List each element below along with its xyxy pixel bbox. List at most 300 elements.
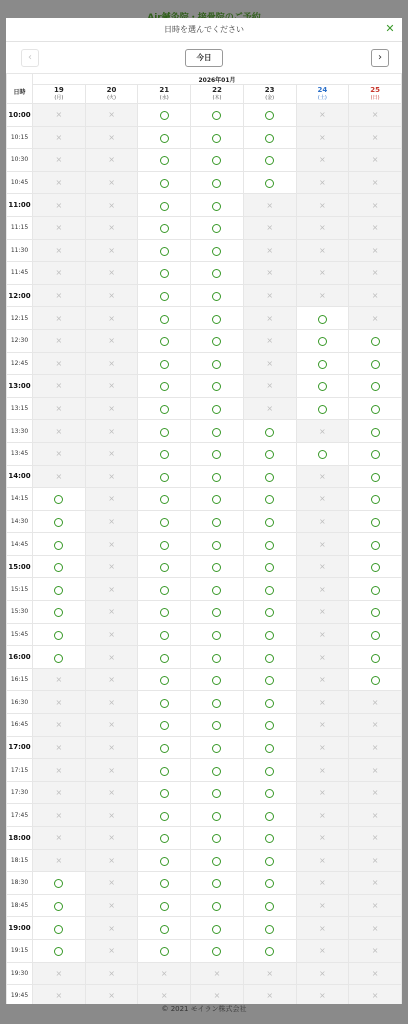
unavailable-slot: × bbox=[85, 827, 138, 850]
available-slot[interactable] bbox=[138, 375, 191, 398]
time-slot-row bbox=[7, 262, 402, 285]
available-circle-icon bbox=[371, 473, 380, 482]
available-slot[interactable] bbox=[349, 555, 402, 578]
unavailable-slot: × bbox=[85, 104, 138, 127]
unavailable-slot: × bbox=[296, 194, 349, 217]
available-slot[interactable] bbox=[243, 827, 296, 850]
available-slot[interactable] bbox=[243, 578, 296, 601]
available-slot[interactable] bbox=[191, 194, 244, 217]
unavailable-slot: × bbox=[191, 985, 244, 1004]
available-slot[interactable] bbox=[191, 736, 244, 759]
available-slot[interactable] bbox=[191, 352, 244, 375]
available-slot[interactable] bbox=[138, 284, 191, 307]
time-label: 15:15 bbox=[7, 578, 33, 601]
available-slot[interactable] bbox=[138, 239, 191, 262]
available-slot[interactable] bbox=[138, 668, 191, 691]
available-slot[interactable] bbox=[138, 804, 191, 827]
available-slot[interactable] bbox=[138, 623, 191, 646]
available-circle-icon bbox=[54, 925, 63, 934]
available-slot[interactable] bbox=[349, 420, 402, 443]
available-slot[interactable] bbox=[191, 623, 244, 646]
available-slot[interactable] bbox=[349, 375, 402, 398]
day-of-week: (水) bbox=[159, 95, 169, 101]
time-label: 13:45 bbox=[7, 442, 33, 465]
page-footer: © 2021 モイラン株式会社 bbox=[161, 1005, 247, 1013]
available-slot[interactable] bbox=[296, 397, 349, 420]
available-slot[interactable] bbox=[138, 939, 191, 962]
time-slot-row bbox=[7, 985, 402, 1004]
unavailable-slot: × bbox=[85, 804, 138, 827]
available-circle-icon bbox=[212, 834, 221, 843]
available-slot[interactable] bbox=[191, 262, 244, 285]
time-slot-row bbox=[7, 623, 402, 646]
available-circle-icon bbox=[265, 541, 274, 550]
available-slot[interactable] bbox=[349, 646, 402, 669]
unavailable-slot: × bbox=[296, 262, 349, 285]
available-slot[interactable] bbox=[138, 917, 191, 940]
available-slot[interactable] bbox=[243, 872, 296, 895]
available-slot[interactable] bbox=[138, 894, 191, 917]
chevron-right-icon[interactable]: › bbox=[371, 49, 389, 67]
available-circle-icon bbox=[265, 495, 274, 504]
available-slot[interactable] bbox=[33, 917, 86, 940]
available-circle-icon bbox=[265, 744, 274, 753]
available-slot[interactable] bbox=[191, 601, 244, 624]
available-slot[interactable] bbox=[296, 307, 349, 330]
available-slot[interactable] bbox=[191, 714, 244, 737]
available-slot[interactable] bbox=[138, 149, 191, 172]
day-header bbox=[243, 85, 296, 104]
time-slot-row bbox=[7, 714, 402, 737]
unavailable-slot: × bbox=[349, 149, 402, 172]
available-circle-icon bbox=[160, 879, 169, 888]
available-slot[interactable] bbox=[349, 601, 402, 624]
available-slot[interactable] bbox=[138, 104, 191, 127]
available-circle-icon bbox=[265, 902, 274, 911]
unavailable-slot: × bbox=[349, 781, 402, 804]
unavailable-slot: × bbox=[296, 171, 349, 194]
day-date: 24 bbox=[317, 86, 328, 94]
time-label: 11:45 bbox=[7, 262, 33, 285]
unavailable-slot: × bbox=[243, 216, 296, 239]
available-circle-icon bbox=[212, 450, 221, 459]
unavailable-slot: × bbox=[33, 149, 86, 172]
available-circle-icon bbox=[212, 812, 221, 821]
available-slot[interactable] bbox=[243, 533, 296, 556]
unavailable-slot: × bbox=[85, 307, 138, 330]
unavailable-slot: × bbox=[243, 194, 296, 217]
available-slot[interactable] bbox=[191, 216, 244, 239]
time-label: 15:30 bbox=[7, 601, 33, 624]
unavailable-slot: × bbox=[296, 510, 349, 533]
available-circle-icon bbox=[212, 179, 221, 188]
unavailable-slot: × bbox=[349, 194, 402, 217]
available-slot[interactable] bbox=[33, 894, 86, 917]
available-slot[interactable] bbox=[191, 171, 244, 194]
available-slot[interactable] bbox=[138, 555, 191, 578]
available-circle-icon bbox=[371, 405, 380, 414]
available-circle-icon bbox=[160, 202, 169, 211]
day-header bbox=[138, 85, 191, 104]
unavailable-slot: × bbox=[85, 872, 138, 895]
unavailable-slot: × bbox=[85, 939, 138, 962]
unavailable-slot: × bbox=[296, 601, 349, 624]
available-slot[interactable] bbox=[191, 465, 244, 488]
unavailable-slot: × bbox=[85, 736, 138, 759]
day-date: 25 bbox=[370, 86, 380, 94]
unavailable-slot: × bbox=[85, 668, 138, 691]
available-slot[interactable] bbox=[33, 488, 86, 511]
unavailable-slot: × bbox=[85, 352, 138, 375]
available-slot[interactable] bbox=[138, 488, 191, 511]
available-slot[interactable] bbox=[138, 194, 191, 217]
available-slot[interactable] bbox=[243, 623, 296, 646]
available-slot[interactable] bbox=[191, 827, 244, 850]
available-slot[interactable] bbox=[138, 397, 191, 420]
unavailable-slot: × bbox=[85, 262, 138, 285]
available-slot[interactable] bbox=[191, 104, 244, 127]
unavailable-slot: × bbox=[85, 149, 138, 172]
available-slot[interactable] bbox=[191, 894, 244, 917]
available-circle-icon bbox=[160, 699, 169, 708]
available-slot[interactable] bbox=[243, 510, 296, 533]
available-circle-icon bbox=[212, 360, 221, 369]
available-slot[interactable] bbox=[138, 781, 191, 804]
unavailable-slot: × bbox=[85, 894, 138, 917]
available-slot[interactable] bbox=[138, 442, 191, 465]
available-circle-icon bbox=[54, 902, 63, 911]
available-slot[interactable] bbox=[138, 352, 191, 375]
unavailable-slot: × bbox=[296, 714, 349, 737]
available-slot[interactable] bbox=[243, 691, 296, 714]
available-slot[interactable] bbox=[138, 171, 191, 194]
available-slot[interactable] bbox=[349, 352, 402, 375]
available-slot[interactable] bbox=[349, 533, 402, 556]
available-slot[interactable] bbox=[191, 284, 244, 307]
available-slot[interactable] bbox=[349, 623, 402, 646]
available-circle-icon bbox=[318, 315, 327, 324]
unavailable-slot: × bbox=[349, 104, 402, 127]
available-slot[interactable] bbox=[138, 872, 191, 895]
available-slot[interactable] bbox=[138, 216, 191, 239]
close-icon[interactable]: ✕ bbox=[385, 22, 395, 35]
available-circle-icon bbox=[212, 473, 221, 482]
available-slot[interactable] bbox=[191, 239, 244, 262]
unavailable-slot: × bbox=[349, 736, 402, 759]
unavailable-slot: × bbox=[85, 510, 138, 533]
available-slot[interactable] bbox=[243, 601, 296, 624]
available-slot[interactable] bbox=[243, 465, 296, 488]
available-slot[interactable] bbox=[349, 329, 402, 352]
available-circle-icon bbox=[371, 337, 380, 346]
available-circle-icon bbox=[265, 450, 274, 459]
available-slot[interactable] bbox=[349, 578, 402, 601]
available-circle-icon bbox=[265, 134, 274, 143]
chevron-left-icon[interactable]: ‹ bbox=[21, 49, 39, 67]
available-slot[interactable] bbox=[138, 714, 191, 737]
available-slot[interactable] bbox=[138, 329, 191, 352]
available-slot[interactable] bbox=[191, 397, 244, 420]
available-circle-icon bbox=[54, 586, 63, 595]
available-slot[interactable] bbox=[138, 510, 191, 533]
unavailable-slot: × bbox=[296, 623, 349, 646]
available-circle-icon bbox=[160, 111, 169, 120]
available-slot[interactable] bbox=[33, 872, 86, 895]
available-slot[interactable] bbox=[138, 691, 191, 714]
available-slot[interactable] bbox=[243, 849, 296, 872]
available-slot[interactable] bbox=[243, 668, 296, 691]
available-slot[interactable] bbox=[33, 555, 86, 578]
available-circle-icon bbox=[265, 676, 274, 685]
available-circle-icon bbox=[265, 699, 274, 708]
available-slot[interactable] bbox=[296, 352, 349, 375]
time-slot-row bbox=[7, 375, 402, 398]
unavailable-slot: × bbox=[33, 465, 86, 488]
unavailable-slot: × bbox=[33, 691, 86, 714]
unavailable-slot: × bbox=[296, 917, 349, 940]
available-circle-icon bbox=[318, 450, 327, 459]
available-slot[interactable] bbox=[296, 442, 349, 465]
available-slot[interactable] bbox=[191, 917, 244, 940]
available-slot[interactable] bbox=[349, 668, 402, 691]
unavailable-slot: × bbox=[349, 171, 402, 194]
available-slot[interactable] bbox=[138, 307, 191, 330]
available-slot[interactable] bbox=[243, 171, 296, 194]
unavailable-slot: × bbox=[243, 962, 296, 985]
available-slot[interactable] bbox=[138, 578, 191, 601]
time-slot-row bbox=[7, 691, 402, 714]
available-circle-icon bbox=[371, 495, 380, 504]
available-slot[interactable] bbox=[243, 646, 296, 669]
time-slot-row bbox=[7, 555, 402, 578]
unavailable-slot: × bbox=[85, 601, 138, 624]
available-circle-icon bbox=[160, 134, 169, 143]
time-label: 10:00 bbox=[7, 104, 33, 127]
available-slot[interactable] bbox=[191, 578, 244, 601]
available-circle-icon bbox=[212, 156, 221, 165]
day-header bbox=[85, 85, 138, 104]
today-button[interactable]: 今日 bbox=[185, 49, 223, 67]
available-slot[interactable] bbox=[243, 555, 296, 578]
available-circle-icon bbox=[212, 699, 221, 708]
available-circle-icon bbox=[371, 428, 380, 437]
available-slot[interactable] bbox=[33, 510, 86, 533]
available-circle-icon bbox=[160, 224, 169, 233]
available-slot[interactable] bbox=[191, 510, 244, 533]
available-circle-icon bbox=[212, 744, 221, 753]
available-slot[interactable] bbox=[243, 714, 296, 737]
unavailable-slot: × bbox=[296, 736, 349, 759]
available-slot[interactable] bbox=[138, 646, 191, 669]
time-label: 12:00 bbox=[7, 284, 33, 307]
available-slot[interactable] bbox=[243, 781, 296, 804]
available-slot[interactable] bbox=[191, 126, 244, 149]
available-circle-icon bbox=[212, 405, 221, 414]
available-slot[interactable] bbox=[243, 917, 296, 940]
available-slot[interactable] bbox=[243, 894, 296, 917]
available-circle-icon bbox=[265, 857, 274, 866]
available-slot[interactable] bbox=[243, 420, 296, 443]
time-slot-row bbox=[7, 149, 402, 172]
available-slot[interactable] bbox=[191, 307, 244, 330]
time-label: 12:45 bbox=[7, 352, 33, 375]
unavailable-slot: × bbox=[296, 827, 349, 850]
available-circle-icon bbox=[265, 789, 274, 798]
available-slot[interactable] bbox=[138, 420, 191, 443]
available-slot[interactable] bbox=[138, 759, 191, 782]
available-slot[interactable] bbox=[191, 804, 244, 827]
time-slot-row bbox=[7, 194, 402, 217]
available-slot[interactable] bbox=[138, 601, 191, 624]
available-slot[interactable] bbox=[191, 533, 244, 556]
available-slot[interactable] bbox=[243, 126, 296, 149]
available-slot[interactable] bbox=[191, 759, 244, 782]
available-circle-icon bbox=[212, 631, 221, 640]
available-circle-icon bbox=[371, 360, 380, 369]
available-slot[interactable] bbox=[243, 804, 296, 827]
available-slot[interactable] bbox=[33, 601, 86, 624]
available-slot[interactable] bbox=[243, 939, 296, 962]
available-circle-icon bbox=[265, 631, 274, 640]
available-circle-icon bbox=[212, 563, 221, 572]
unavailable-slot: × bbox=[85, 420, 138, 443]
unavailable-slot: × bbox=[33, 239, 86, 262]
available-circle-icon bbox=[54, 563, 63, 572]
available-circle-icon bbox=[265, 586, 274, 595]
time-label: 12:15 bbox=[7, 307, 33, 330]
time-slot-row bbox=[7, 420, 402, 443]
time-label: 12:30 bbox=[7, 329, 33, 352]
unavailable-slot: × bbox=[349, 917, 402, 940]
available-slot[interactable] bbox=[349, 465, 402, 488]
available-slot[interactable] bbox=[349, 397, 402, 420]
available-circle-icon bbox=[160, 179, 169, 188]
available-slot[interactable] bbox=[349, 510, 402, 533]
unavailable-slot: × bbox=[296, 465, 349, 488]
available-slot[interactable] bbox=[191, 849, 244, 872]
unavailable-slot: × bbox=[349, 804, 402, 827]
unavailable-slot: × bbox=[296, 578, 349, 601]
available-slot[interactable] bbox=[138, 533, 191, 556]
available-slot[interactable] bbox=[191, 420, 244, 443]
time-slot-row bbox=[7, 917, 402, 940]
available-slot[interactable] bbox=[296, 375, 349, 398]
available-slot[interactable] bbox=[33, 533, 86, 556]
available-slot[interactable] bbox=[33, 646, 86, 669]
day-date: 22 bbox=[212, 86, 222, 94]
available-circle-icon bbox=[160, 156, 169, 165]
available-slot[interactable] bbox=[191, 646, 244, 669]
available-slot[interactable] bbox=[191, 872, 244, 895]
available-slot[interactable] bbox=[138, 262, 191, 285]
available-slot[interactable] bbox=[191, 375, 244, 398]
day-header bbox=[191, 85, 244, 104]
available-circle-icon bbox=[160, 654, 169, 663]
available-circle-icon bbox=[212, 495, 221, 504]
available-slot[interactable] bbox=[243, 488, 296, 511]
available-slot[interactable] bbox=[33, 578, 86, 601]
day-of-week: (月) bbox=[54, 95, 64, 101]
available-slot[interactable] bbox=[138, 736, 191, 759]
available-circle-icon bbox=[54, 608, 63, 617]
available-slot[interactable] bbox=[296, 329, 349, 352]
unavailable-slot: × bbox=[33, 827, 86, 850]
unavailable-slot: × bbox=[33, 375, 86, 398]
available-circle-icon bbox=[265, 654, 274, 663]
available-slot[interactable] bbox=[191, 329, 244, 352]
time-slot-row bbox=[7, 488, 402, 511]
available-slot[interactable] bbox=[138, 827, 191, 850]
unavailable-slot: × bbox=[296, 759, 349, 782]
available-slot[interactable] bbox=[191, 149, 244, 172]
available-circle-icon bbox=[160, 247, 169, 256]
available-slot[interactable] bbox=[243, 104, 296, 127]
available-slot[interactable] bbox=[349, 442, 402, 465]
unavailable-slot: × bbox=[33, 194, 86, 217]
available-slot[interactable] bbox=[349, 488, 402, 511]
time-label: 18:15 bbox=[7, 849, 33, 872]
available-slot[interactable] bbox=[33, 939, 86, 962]
unavailable-slot: × bbox=[296, 239, 349, 262]
day-header bbox=[33, 85, 86, 104]
available-circle-icon bbox=[371, 631, 380, 640]
unavailable-slot: × bbox=[296, 488, 349, 511]
available-slot[interactable] bbox=[191, 555, 244, 578]
unavailable-slot: × bbox=[33, 397, 86, 420]
unavailable-slot: × bbox=[296, 646, 349, 669]
unavailable-slot: × bbox=[296, 691, 349, 714]
available-circle-icon bbox=[265, 834, 274, 843]
available-slot[interactable] bbox=[243, 442, 296, 465]
available-slot[interactable] bbox=[138, 126, 191, 149]
day-date: 19 bbox=[53, 86, 64, 94]
available-slot[interactable] bbox=[138, 849, 191, 872]
available-circle-icon bbox=[54, 495, 63, 504]
time-label: 19:30 bbox=[7, 962, 33, 985]
available-slot[interactable] bbox=[191, 691, 244, 714]
unavailable-slot: × bbox=[85, 284, 138, 307]
available-slot[interactable] bbox=[191, 939, 244, 962]
time-slot-row bbox=[7, 216, 402, 239]
unavailable-slot: × bbox=[85, 194, 138, 217]
unavailable-slot: × bbox=[33, 985, 86, 1004]
unavailable-slot: × bbox=[33, 262, 86, 285]
available-slot[interactable] bbox=[191, 668, 244, 691]
unavailable-slot: × bbox=[243, 329, 296, 352]
available-circle-icon bbox=[212, 857, 221, 866]
time-label: 19:15 bbox=[7, 939, 33, 962]
datetime-picker-modal bbox=[6, 18, 402, 1004]
time-slot-row bbox=[7, 510, 402, 533]
available-slot[interactable] bbox=[191, 781, 244, 804]
available-slot[interactable] bbox=[243, 149, 296, 172]
unavailable-slot: × bbox=[349, 262, 402, 285]
available-slot[interactable] bbox=[33, 623, 86, 646]
available-slot[interactable] bbox=[191, 442, 244, 465]
available-circle-icon bbox=[318, 360, 327, 369]
available-slot[interactable] bbox=[243, 736, 296, 759]
available-slot[interactable] bbox=[138, 465, 191, 488]
day-of-week: (木) bbox=[212, 95, 222, 101]
available-circle-icon bbox=[160, 563, 169, 572]
available-circle-icon bbox=[160, 428, 169, 437]
available-slot[interactable] bbox=[191, 488, 244, 511]
available-slot[interactable] bbox=[243, 759, 296, 782]
available-circle-icon bbox=[212, 428, 221, 437]
available-circle-icon bbox=[318, 382, 327, 391]
unavailable-slot: × bbox=[296, 781, 349, 804]
unavailable-slot: × bbox=[296, 804, 349, 827]
